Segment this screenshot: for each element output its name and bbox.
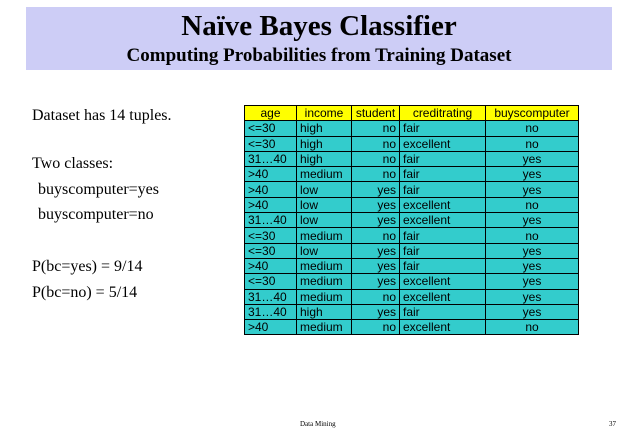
table-row — [245, 167, 579, 182]
cell-creditrating: fair — [400, 167, 486, 182]
cell-buyscomputer: yes — [486, 243, 579, 258]
cell-buyscomputer: yes — [486, 167, 579, 182]
cell-student: yes — [352, 213, 400, 228]
dataset-size-text: Dataset has 14 tuples. — [32, 107, 172, 124]
header-age: age — [245, 106, 297, 121]
cell-age: >40 — [245, 258, 297, 273]
cell-income: high — [297, 151, 352, 166]
slide-title: Naïve Bayes Classifier — [181, 10, 457, 42]
cell-buyscomputer: no — [486, 320, 579, 335]
slide-title-box — [26, 7, 612, 70]
cell-creditrating: excellent — [400, 289, 486, 304]
cell-age: <=30 — [245, 228, 297, 243]
header-creditrating: creditrating — [400, 106, 486, 121]
cell-age: >40 — [245, 182, 297, 197]
cell-student: yes — [352, 197, 400, 212]
classes-heading: Two classes: — [32, 155, 114, 172]
cell-buyscomputer: no — [486, 136, 579, 151]
cell-income: medium — [297, 228, 352, 243]
cell-buyscomputer: yes — [486, 213, 579, 228]
cell-creditrating: fair — [400, 151, 486, 166]
cell-creditrating: fair — [400, 243, 486, 258]
cell-income: low — [297, 213, 352, 228]
class-no-text: buyscomputer=no — [38, 206, 154, 223]
cell-income: medium — [297, 289, 352, 304]
cell-creditrating: excellent — [400, 320, 486, 335]
cell-student: yes — [352, 304, 400, 319]
cell-student: no — [352, 167, 400, 182]
training-dataset-table — [244, 105, 579, 335]
table-row — [245, 243, 579, 258]
header-buyscomputer: buyscomputer — [486, 106, 579, 121]
cell-buyscomputer: no — [486, 121, 579, 136]
table-row — [245, 228, 579, 243]
cell-income: high — [297, 304, 352, 319]
footer-page-number: 37 — [609, 420, 616, 428]
footer-course: Data Mining — [300, 420, 336, 428]
table-row — [245, 213, 579, 228]
cell-creditrating: excellent — [400, 213, 486, 228]
cell-creditrating: fair — [400, 182, 486, 197]
table-row — [245, 258, 579, 273]
table-header-row — [245, 106, 579, 121]
cell-income: high — [297, 136, 352, 151]
cell-creditrating: excellent — [400, 274, 486, 289]
prob-yes-text: P(bc=yes) = 9/14 — [32, 258, 143, 275]
table-row — [245, 320, 579, 335]
cell-creditrating: fair — [400, 258, 486, 273]
cell-age: <=30 — [245, 274, 297, 289]
cell-age: >40 — [245, 167, 297, 182]
cell-age: 31…40 — [245, 151, 297, 166]
cell-student: no — [352, 289, 400, 304]
cell-income: high — [297, 121, 352, 136]
cell-age: <=30 — [245, 136, 297, 151]
table-row — [245, 121, 579, 136]
class-yes-text: buyscomputer=yes — [38, 181, 159, 198]
cell-income: low — [297, 243, 352, 258]
table-row — [245, 197, 579, 212]
cell-creditrating: excellent — [400, 136, 486, 151]
cell-income: low — [297, 182, 352, 197]
table-row — [245, 182, 579, 197]
cell-income: medium — [297, 167, 352, 182]
cell-student: no — [352, 136, 400, 151]
table-row — [245, 151, 579, 166]
cell-income: low — [297, 197, 352, 212]
header-income: income — [297, 106, 352, 121]
cell-age: <=30 — [245, 243, 297, 258]
cell-age: 31…40 — [245, 304, 297, 319]
cell-buyscomputer: yes — [486, 151, 579, 166]
cell-income: medium — [297, 258, 352, 273]
header-student: student — [352, 106, 400, 121]
cell-student: no — [352, 121, 400, 136]
cell-age: >40 — [245, 320, 297, 335]
cell-student: yes — [352, 243, 400, 258]
cell-age: 31…40 — [245, 213, 297, 228]
cell-buyscomputer: no — [486, 197, 579, 212]
table-body — [245, 121, 579, 335]
cell-creditrating: fair — [400, 304, 486, 319]
cell-buyscomputer: no — [486, 228, 579, 243]
table-row — [245, 136, 579, 151]
cell-student: yes — [352, 258, 400, 273]
cell-buyscomputer: yes — [486, 304, 579, 319]
cell-creditrating: fair — [400, 228, 486, 243]
cell-buyscomputer: yes — [486, 182, 579, 197]
cell-student: yes — [352, 182, 400, 197]
cell-age: >40 — [245, 197, 297, 212]
cell-student: no — [352, 151, 400, 166]
cell-student: no — [352, 228, 400, 243]
cell-student: no — [352, 320, 400, 335]
slide-subtitle: Computing Probabilities from Training Dataset — [126, 45, 512, 66]
cell-student: yes — [352, 274, 400, 289]
cell-age: <=30 — [245, 121, 297, 136]
table-row — [245, 274, 579, 289]
cell-creditrating: excellent — [400, 197, 486, 212]
cell-buyscomputer: yes — [486, 289, 579, 304]
cell-income: medium — [297, 274, 352, 289]
table-row — [245, 304, 579, 319]
cell-buyscomputer: yes — [486, 274, 579, 289]
table-row — [245, 289, 579, 304]
cell-creditrating: fair — [400, 121, 486, 136]
cell-income: medium — [297, 320, 352, 335]
cell-age: 31…40 — [245, 289, 297, 304]
cell-buyscomputer: yes — [486, 258, 579, 273]
prob-no-text: P(bc=no) = 5/14 — [32, 284, 138, 301]
